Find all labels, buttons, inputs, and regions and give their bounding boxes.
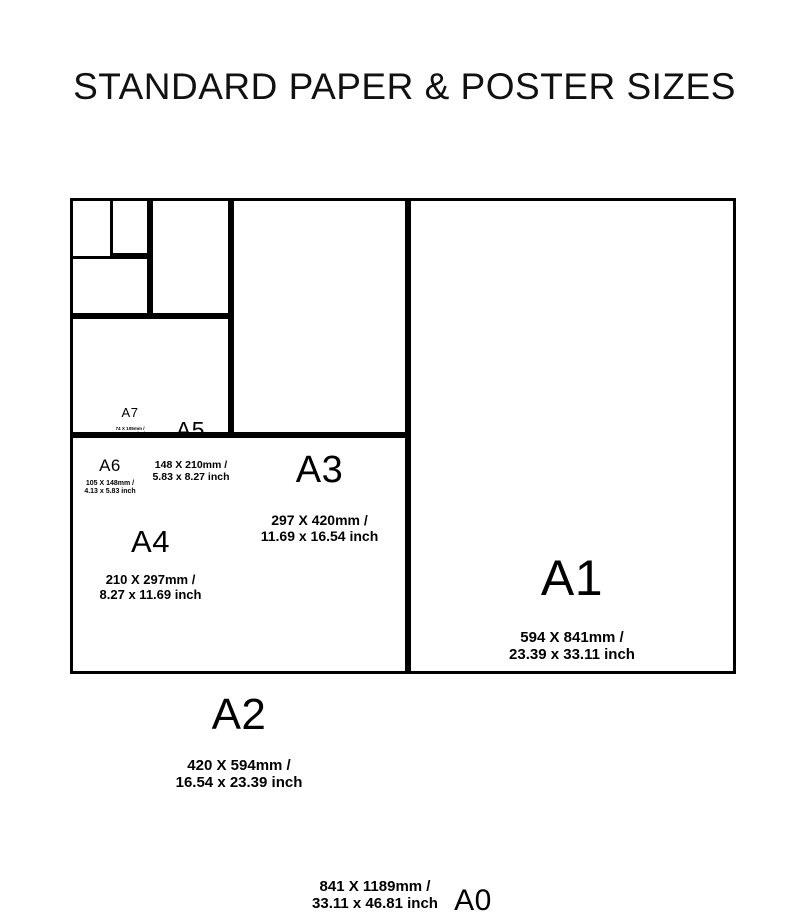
label-a4-name: A4 — [131, 524, 170, 559]
label-a0-mm: 841 X 1189mm / — [319, 878, 431, 895]
label-a7-dimensions — [106, 426, 154, 436]
label-a2-name: A2 — [211, 690, 267, 739]
label-a5-name: A5 — [175, 417, 206, 443]
label-a1-dimensions — [408, 630, 736, 664]
label-a6-inch: 4.13 x 5.83 inch — [84, 487, 136, 495]
label-a2-mm: 420 X 594mm / — [187, 757, 291, 774]
label-a2-inch: 16.54 x 23.39 inch — [175, 773, 303, 791]
label-a7-mm: 74 X 105mm / — [115, 426, 145, 431]
label-a3-inch: 11.69 x 16.54 inch — [260, 527, 379, 544]
label-a2-dimensions — [70, 758, 408, 792]
label-a3-name: A3 — [295, 449, 344, 491]
paper-box-a7 — [110, 198, 150, 256]
label-a5-mm: 148 X 210mm / — [154, 459, 228, 471]
label-a4-dimensions — [70, 573, 231, 602]
label-a1-inch: 23.39 x 33.11 inch — [509, 645, 635, 663]
page-title: STANDARD PAPER & POSTER SIZES — [73, 66, 736, 107]
label-a1-mm: 594 X 841mm / — [520, 629, 624, 646]
paper-box-a3 — [231, 198, 408, 435]
label-a6-dimensions — [68, 480, 152, 496]
label-a5-dimensions — [146, 460, 236, 484]
label-a1-name: A1 — [540, 550, 604, 606]
label-a7-inch: 2.91 x 4.13 inch — [113, 431, 147, 437]
label-a0-dimensions — [260, 879, 490, 913]
label-a3-mm: 297 X 420mm / — [271, 512, 368, 528]
label-a4-inch: 8.27 x 11.69 inch — [99, 586, 202, 602]
label-a7-name: A7 — [121, 405, 139, 420]
label-a6-name: A6 — [99, 456, 121, 475]
label-a5-inch: 5.83 x 8.27 inch — [152, 470, 230, 483]
label-a4-mm: 210 X 297mm / — [105, 572, 196, 587]
label-a3-dimensions — [231, 513, 408, 544]
paper-box-a5 — [150, 198, 231, 316]
label-a6-mm: 105 X 148mm / — [85, 480, 135, 487]
label-a0-name: A0 — [454, 884, 492, 917]
paper-box-a6 — [70, 256, 150, 316]
paper-sizes-diagram — [70, 198, 736, 917]
label-a0-inch: 33.11 x 46.81 inch — [312, 894, 438, 912]
